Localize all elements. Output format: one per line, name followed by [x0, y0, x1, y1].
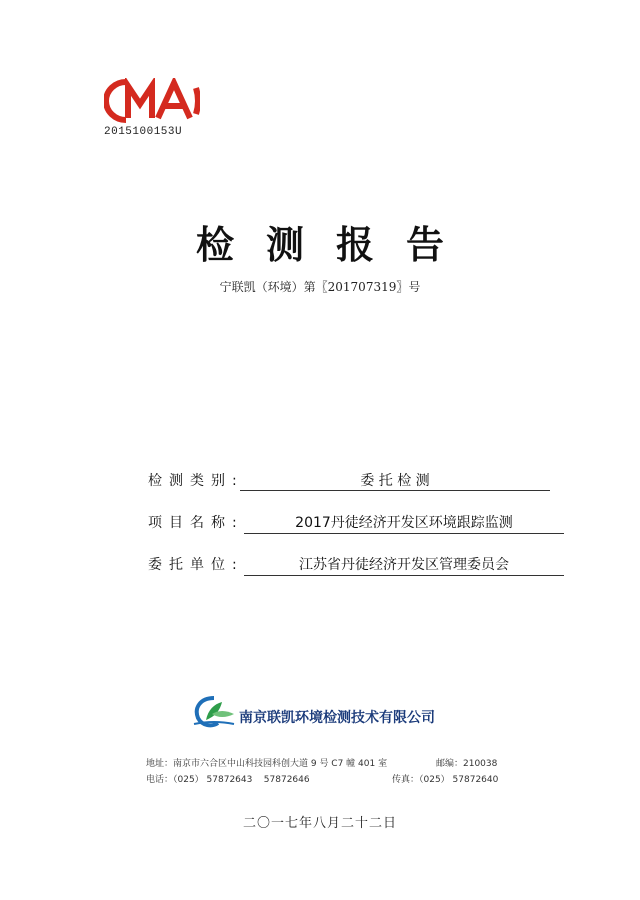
- field-label-project-name: 项目名称:: [148, 515, 244, 531]
- title-char: 告: [406, 222, 445, 267]
- field-value-project-name: 2017丹徒经济开发区环境跟踪监测: [295, 515, 513, 531]
- company-phone: 电话：（025） 57872643 57872646: [146, 775, 310, 785]
- underline: [244, 533, 564, 534]
- company-postcode: 邮编：210038: [436, 759, 498, 769]
- field-label-client: 委托单位:: [148, 557, 244, 573]
- company-fax: 传真：（025） 57872640: [392, 775, 499, 785]
- field-label-test-category: 检测类别:: [148, 473, 244, 489]
- company-logo-icon: [192, 692, 236, 728]
- company-name: 南京联凯环境检测技术有限公司: [239, 710, 435, 726]
- field-value-client: 江苏省丹徒经济开发区管理委员会: [299, 557, 509, 573]
- title-char: 测: [265, 222, 304, 267]
- report-date: 二〇一七年八月二十二日: [242, 816, 397, 831]
- underline: [244, 575, 564, 576]
- page-title: [0, 214, 640, 269]
- company-address: 地址：南京市六合区中山科技园科创大道 9 号 C7 幢 401 室: [146, 759, 388, 769]
- cma-logo-icon: [104, 78, 200, 124]
- report-number: 宁联凯（环境）第〖201707319〗号: [219, 280, 421, 294]
- field-value-test-category: 委 托 检 测: [360, 473, 430, 489]
- cma-certificate-code: 2015100153U: [104, 126, 183, 138]
- title-char: 报: [336, 222, 375, 267]
- underline: [240, 490, 550, 491]
- title-char: 检: [195, 222, 234, 267]
